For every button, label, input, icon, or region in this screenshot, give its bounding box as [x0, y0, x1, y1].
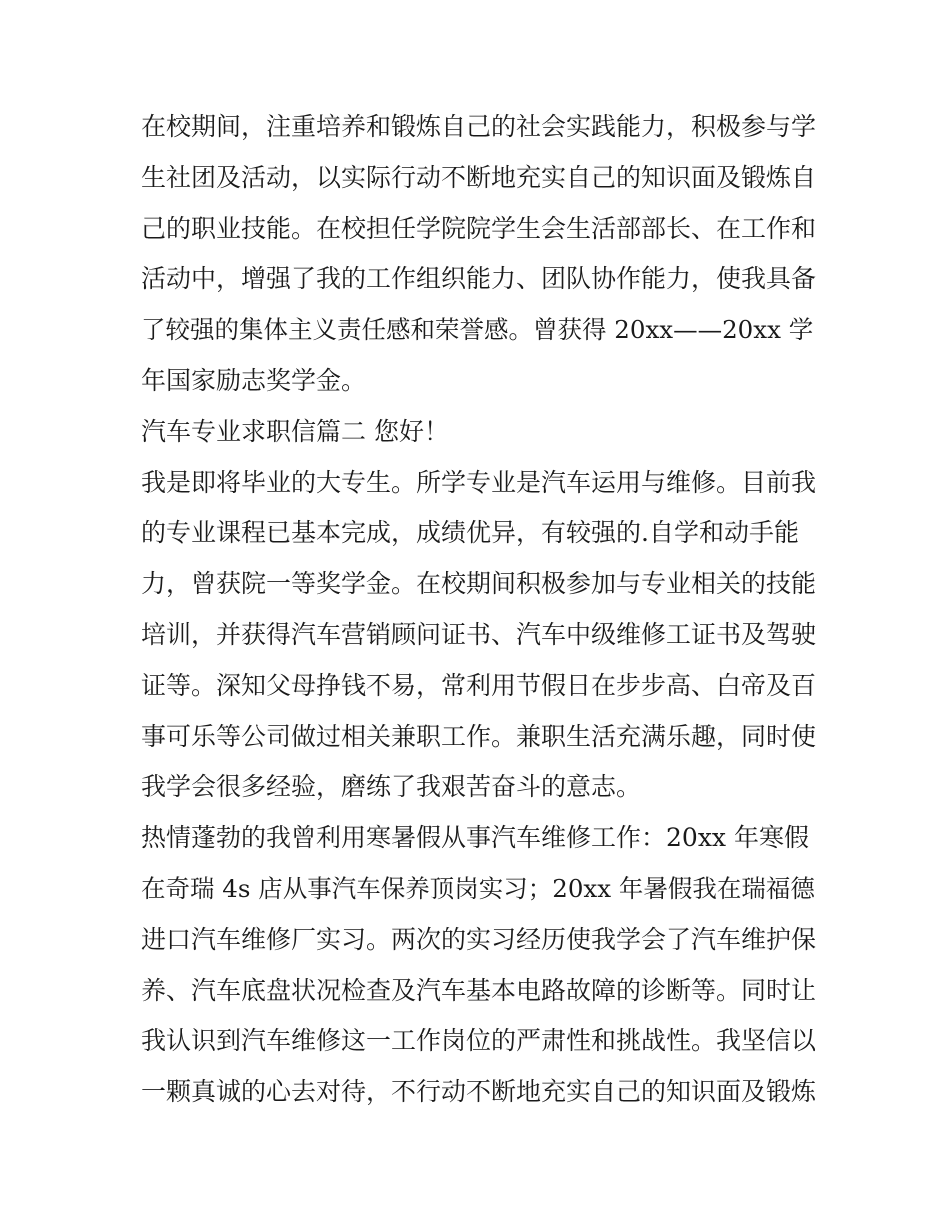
text-line: 培训，并获得汽车营销顾问证书、汽车中级维修工证书及驾驶 — [141, 619, 817, 649]
text-line: 我学会很多经验，磨练了我艰苦奋斗的意志。 — [141, 772, 642, 802]
body-text — [141, 102, 821, 1118]
text-line: 己的职业技能。在校担任学院院学生会生活部部长、在工作和 — [141, 213, 817, 243]
text-line: 我是即将毕业的大专生。所学专业是汽车运用与维修。目前我 — [141, 467, 817, 497]
text-line: 在校期间，注重培养和锻炼自己的社会实践能力，积极参与学 — [141, 112, 817, 141]
text-line: 一颗真诚的心去对待，不行动不断地充实自己的知识面及锻炼 — [141, 1077, 817, 1107]
text-line: 了较强的集体主义责任感和荣誉感。曾获得 20xx——20xx 学 — [141, 315, 814, 345]
text-line: 活动中，增强了我的工作组织能力、团队协作能力，使我具备 — [141, 264, 817, 294]
text-line: 热情蓬勃的我曾利用寒暑假从事汽车维修工作：20xx 年寒假 — [141, 823, 809, 853]
text-line: 我认识到汽车维修这一工作岗位的严肃性和挑战性。我坚信以 — [141, 1026, 817, 1056]
text-line: 进口汽车维修厂实习。两次的实习经历使我学会了汽车维护保 — [141, 924, 817, 954]
section-heading: 汽车专业求职信篇二 您好！ — [141, 416, 449, 446]
text-line: 生社团及活动，以实际行动不断地充实自己的知识面及锻炼自 — [141, 162, 817, 192]
text-line: 年国家励志奖学金。 — [141, 365, 367, 395]
text-line: 在奇瑞 4s 店从事汽车保养顶岗实习；20xx 年暑假我在瑞福德 — [141, 873, 815, 903]
text-line: 养、汽车底盘状况检查及汽车基本电路故障的诊断等。同时让 — [141, 975, 817, 1005]
text-line: 证等。深知父母挣钱不易，常利用节假日在步步高、白帝及百 — [141, 670, 817, 700]
text-line: 的专业课程已基本完成，成绩优异，有较强的.自学和动手能 — [141, 518, 799, 548]
text-line: 力，曾获院一等奖学金。在校期间积极参加与专业相关的技能 — [141, 569, 817, 599]
text-line: 事可乐等公司做过相关兼职工作。兼职生活充满乐趣，同时使 — [141, 721, 817, 751]
